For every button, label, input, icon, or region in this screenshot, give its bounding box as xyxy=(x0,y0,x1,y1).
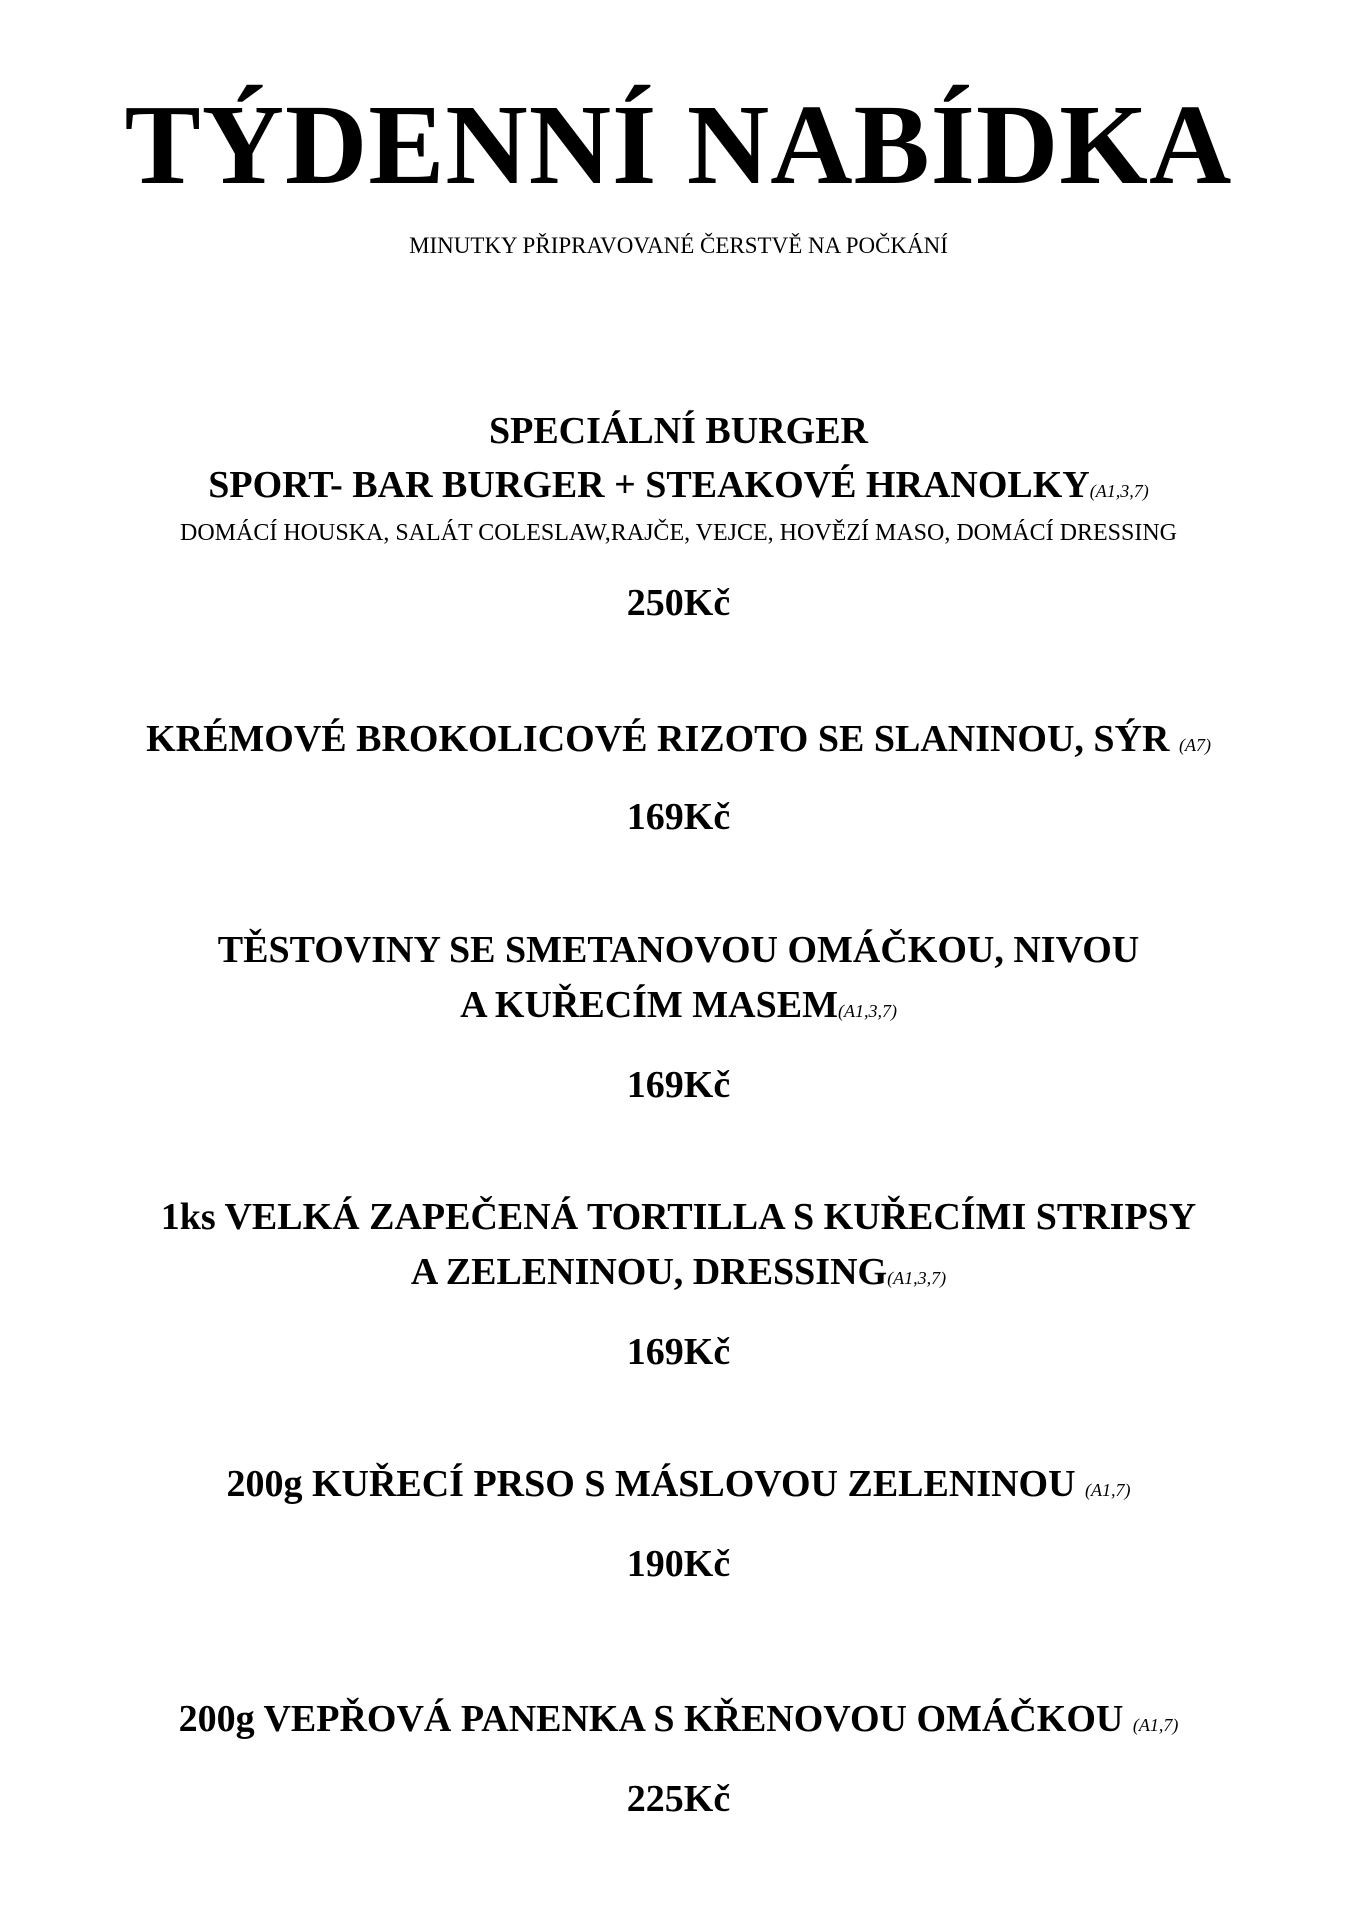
menu-item-name-line2 xyxy=(0,986,1357,1024)
menu-item-allergens: (A1,3,7) xyxy=(887,1268,947,1288)
page-subtitle: MINUTKY PŘIPRAVOVANÉ ČERSTVĚ NA POČKÁNÍ xyxy=(409,233,948,258)
menu-item-allergens: (A7) xyxy=(1178,735,1211,755)
page-title: TÝDENNÍ NABÍDKA xyxy=(124,81,1233,208)
menu-item-allergens: (A1,7) xyxy=(1132,1715,1179,1735)
menu-item-price: 190Kč xyxy=(626,1543,731,1585)
menu-item-name xyxy=(0,1465,1357,1503)
menu-item-name-line1: TĚSTOVINY SE SMETANOVOU OMÁČKOU, NIVOU xyxy=(217,929,1140,971)
menu-item-name xyxy=(0,466,1357,504)
menu-item-allergens: (A1,3,7) xyxy=(1089,481,1149,501)
menu-item-name-text: A KUŘECÍM MASEM xyxy=(460,984,838,1026)
menu-item-name-text: A ZELENINOU, DRESSING xyxy=(410,1251,888,1293)
menu-item-description: DOMÁCÍ HOUSKA, SALÁT COLESLAW,RAJČE, VEJCE, HOVĚZÍ MASO, DOMÁCÍ DRESSING xyxy=(179,520,1178,546)
menu-item-price: 225Kč xyxy=(626,1778,731,1820)
menu-item-allergens: (A1,3,7) xyxy=(837,1001,897,1021)
menu-item-name-line1: 1ks VELKÁ ZAPEČENÁ TORTILLA S KUŘECÍMI STRIPSY xyxy=(160,1196,1197,1238)
menu-item-price: 169Kč xyxy=(626,796,731,838)
menu-item-category: SPECIÁLNÍ BURGER xyxy=(488,410,869,452)
menu-item-name xyxy=(0,1700,1357,1738)
menu-item-name-text: 200g KUŘECÍ PRSO S MÁSLOVOU ZELENINOU xyxy=(226,1463,1086,1505)
menu-item-name-line2 xyxy=(0,1253,1357,1291)
menu-item-price: 250Kč xyxy=(626,582,731,624)
menu-item-price: 169Kč xyxy=(626,1064,731,1106)
menu-item-name-text: 200g VEPŘOVÁ PANENKA S KŘENOVOU OMÁČKOU xyxy=(178,1698,1133,1740)
menu-item-allergens: (A1,7) xyxy=(1085,1480,1131,1500)
menu-item-name xyxy=(0,720,1357,758)
menu-item-name-text: KRÉMOVÉ BROKOLICOVÉ RIZOTO SE SLANINOU, SÝR xyxy=(146,718,1179,760)
menu-item-price: 169Kč xyxy=(626,1331,731,1373)
menu-item-name-text: SPORT- BAR BURGER + STEAKOVÉ HRANOLKY xyxy=(208,464,1090,506)
